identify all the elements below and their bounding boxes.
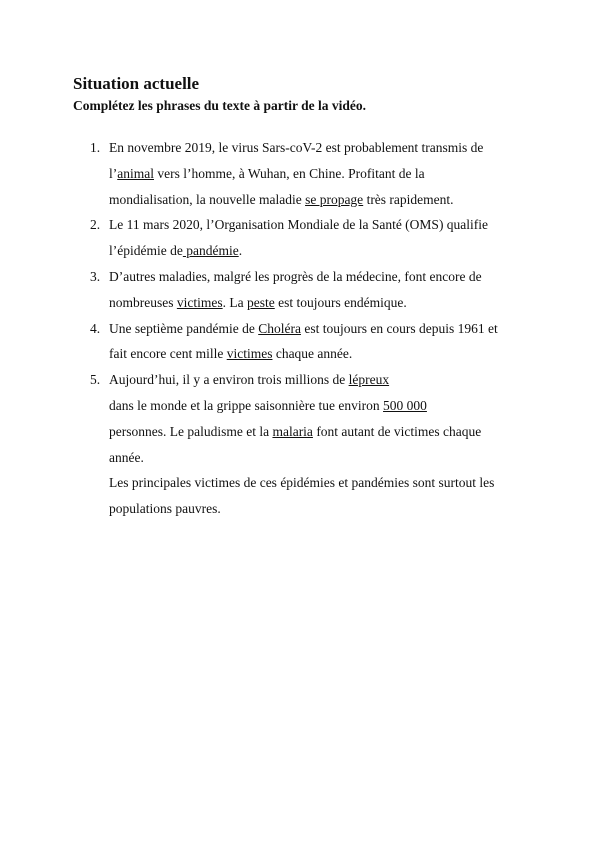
filled-blank: lépreux: [348, 372, 390, 388]
text-line: [109, 470, 530, 496]
text-segment: mondialisation, la nouvelle maladie: [109, 191, 306, 207]
text-segment: est toujours en cours depuis 1961 et: [300, 320, 498, 336]
filled-blank: pandémie: [182, 243, 239, 259]
text-segment: est toujours endémique.: [274, 294, 407, 310]
text-segment: l’: [109, 165, 118, 181]
filled-blank: victimes: [176, 294, 223, 310]
list-number: 5.: [90, 372, 101, 388]
list-number: 2.: [90, 217, 101, 233]
filled-blank: peste: [247, 294, 275, 310]
text-segment: personnes. Le paludisme et la: [109, 423, 273, 439]
instructions: Complétez les phrases du texte à partir de la vidéo.: [73, 98, 366, 113]
text-segment: vers l’homme, à Wuhan, en Chine. Profitant de la: [154, 165, 425, 181]
text-line: [109, 393, 530, 419]
text-segment: Une septième pandémie de: [109, 320, 259, 336]
list-item: [90, 367, 530, 522]
filled-blank: animal: [117, 165, 154, 181]
text-line: [109, 212, 530, 238]
text-line: [109, 316, 530, 342]
text-line: [109, 238, 530, 264]
text-line: [109, 264, 530, 290]
text-segment: l’épidémie de: [109, 243, 183, 259]
text-line: [109, 290, 530, 316]
list-item: [90, 212, 530, 264]
text-segment: nombreuses: [109, 294, 177, 310]
text-segment: populations pauvres.: [109, 501, 221, 517]
text-line: [109, 367, 530, 393]
text-line: [109, 135, 530, 161]
filled-blank: se propage: [305, 191, 364, 207]
list-number: 3.: [90, 268, 101, 284]
text-segment: . La: [222, 294, 247, 310]
text-segment: Le 11 mars 2020, l’Organisation Mondiale de la Santé (OMS) qualifie: [109, 217, 489, 233]
text-line: [109, 445, 530, 471]
text-line: [109, 496, 530, 522]
list-item: [90, 135, 530, 212]
filled-blank: Choléra: [258, 320, 301, 336]
text-line: [109, 161, 530, 187]
text-segment: dans le monde et la grippe saisonnière tue environ: [109, 397, 384, 413]
list-number: 4.: [90, 320, 101, 336]
list-number: 1.: [90, 140, 101, 155]
filled-blank: malaria: [272, 423, 313, 439]
list-item: [90, 316, 530, 368]
text-segment: fait encore cent mille: [109, 346, 227, 362]
list-item: [90, 264, 530, 316]
text-segment: très rapidement.: [363, 191, 454, 207]
text-segment: .: [238, 243, 243, 259]
text-segment: D’autres maladies, malgré les progrès de la médecine, font encore de: [109, 268, 482, 284]
text-line: [109, 187, 530, 213]
text-segment: chaque année.: [272, 346, 353, 362]
text-line: [109, 419, 530, 445]
text-segment: Aujourd’hui, il y a environ trois millions de: [109, 372, 349, 388]
filled-blank: 500 000: [383, 397, 427, 413]
page-title: Situation actuelle: [73, 74, 200, 93]
text-segment: année.: [109, 449, 144, 465]
numbered-list: [90, 135, 530, 522]
text-segment: En novembre 2019, le virus Sars-coV-2 est probablement transmis de: [109, 140, 484, 155]
text-line: [109, 341, 530, 367]
text-segment: Les principales victimes de ces épidémies et pandémies sont surtout les: [109, 475, 495, 491]
text-segment: font autant de victimes chaque: [312, 423, 482, 439]
filled-blank: victimes: [226, 346, 273, 362]
